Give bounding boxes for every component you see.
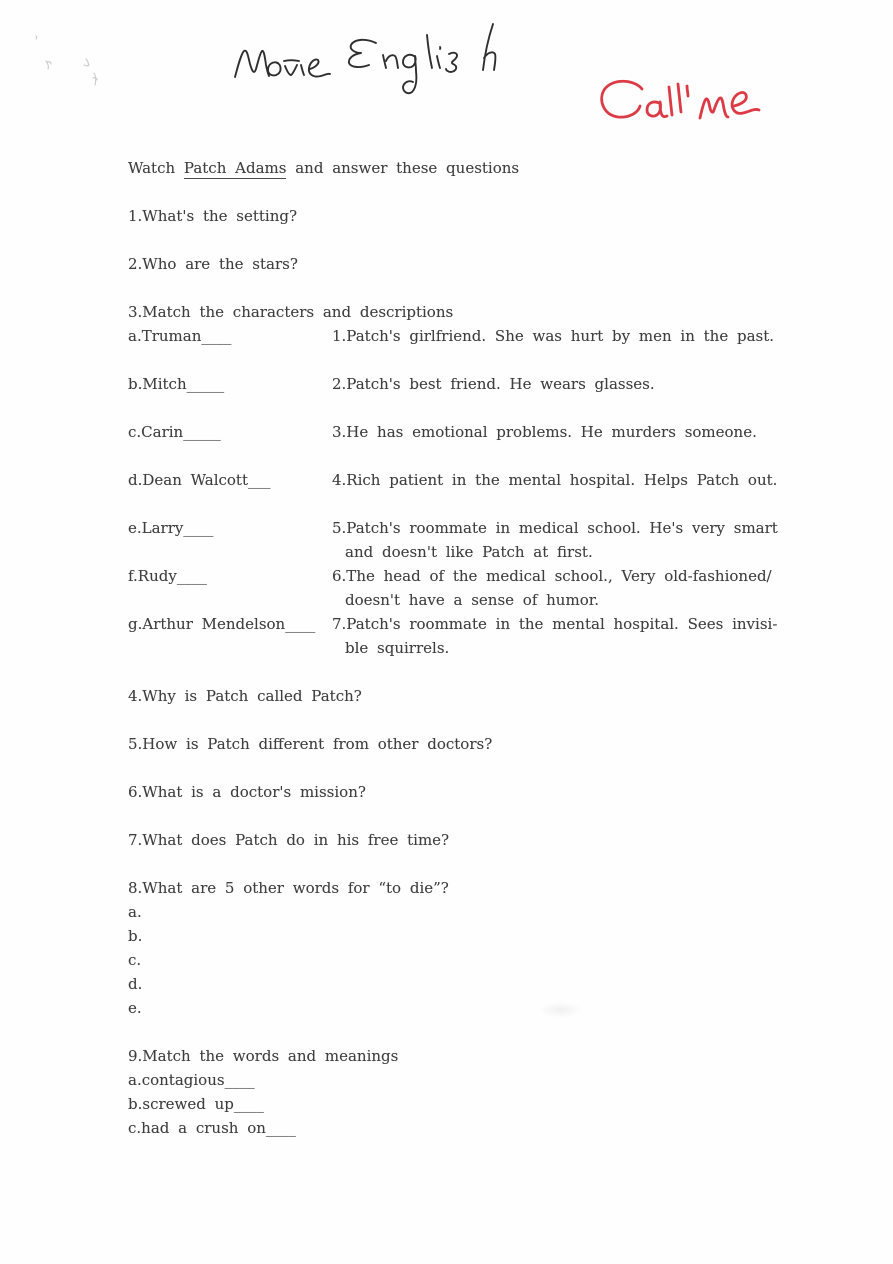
question-4: 4.Why is Patch called Patch? [128,687,362,705]
match-right-f-line1: 6.The head of the medical school., Very old-fashioned/ [332,567,772,585]
question-5: 5.How is Patch different from other doctors? [128,735,493,753]
q8-item-b: b. [128,927,143,945]
match-right-f-line2: doesn't have a sense of humor. [345,591,600,609]
match-right-g [332,612,777,660]
match-row-g [128,612,833,660]
match-left-b: b.Mitch_____ [128,375,225,393]
pencil-smudge-marks [25,30,120,95]
match-row-e [128,516,833,564]
handwritten-title [228,18,528,113]
question-3: 3.Match the characters and descriptions [128,303,454,321]
q9-item-c: c.had a crush on____ [128,1119,296,1137]
match-row-c [128,420,833,444]
q9-item-b: b.screwed up____ [128,1095,264,1113]
q8-item-e: e. [128,999,142,1017]
match-right-e [332,516,778,564]
q8-item-c: c. [128,951,142,969]
match-right-d: 4.Rich patient in the mental hospital. Helps Patch out. [332,471,778,489]
match-right-e-line1: 5.Patch's roommate in medical school. He's very smart [332,519,778,537]
match-right-e-line2: and doesn't like Patch at first. [345,543,593,561]
question-2: 2.Who are the stars? [128,255,298,273]
movie-title-underlined: Patch Adams [183,159,287,177]
match-left-f: f.Rudy____ [128,567,207,585]
match-left-c: c.Carin_____ [128,423,221,441]
match-left-d: d.Dean Walcott___ [128,471,271,489]
handwritten-note-call-me [596,76,776,136]
match-row-a [128,324,833,348]
question-6: 6.What is a doctor's mission? [128,783,366,801]
intro-post: and answer these questions [286,159,520,177]
match-right-b: 2.Patch's best friend. He wears glasses. [332,375,655,393]
question-1: 1.What's the setting? [128,207,298,225]
match-row-d [128,468,833,492]
question-9: 9.Match the words and meanings [128,1047,399,1065]
match-left-g: g.Arthur Mendelson____ [128,615,316,633]
match-row-f [128,564,833,612]
match-left-a: a.Truman____ [128,327,232,345]
match-left-e: e.Larry____ [128,519,214,537]
match-right-a: 1.Patch's girlfriend. She was hurt by men in the past. [332,327,775,345]
match-right-c: 3.He has emotional problems. He murders someone. [332,423,757,441]
match-right-g-line1: 7.Patch's roommate in the mental hospital. Sees invisi- [332,615,778,633]
question-7: 7.What does Patch do in his free time? [128,831,450,849]
intro-line [128,156,833,180]
intro-pre: Watch [128,159,184,177]
worksheet-body [128,156,833,1140]
question-8: 8.What are 5 other words for “to die”? [128,879,449,897]
q8-item-d: d. [128,975,143,993]
match-right-g-line2: ble squirrels. [345,639,450,657]
match-right-f [332,564,772,612]
match-row-b [128,372,833,396]
q9-item-a: a.contagious____ [128,1071,255,1089]
q8-item-a: a. [128,903,142,921]
